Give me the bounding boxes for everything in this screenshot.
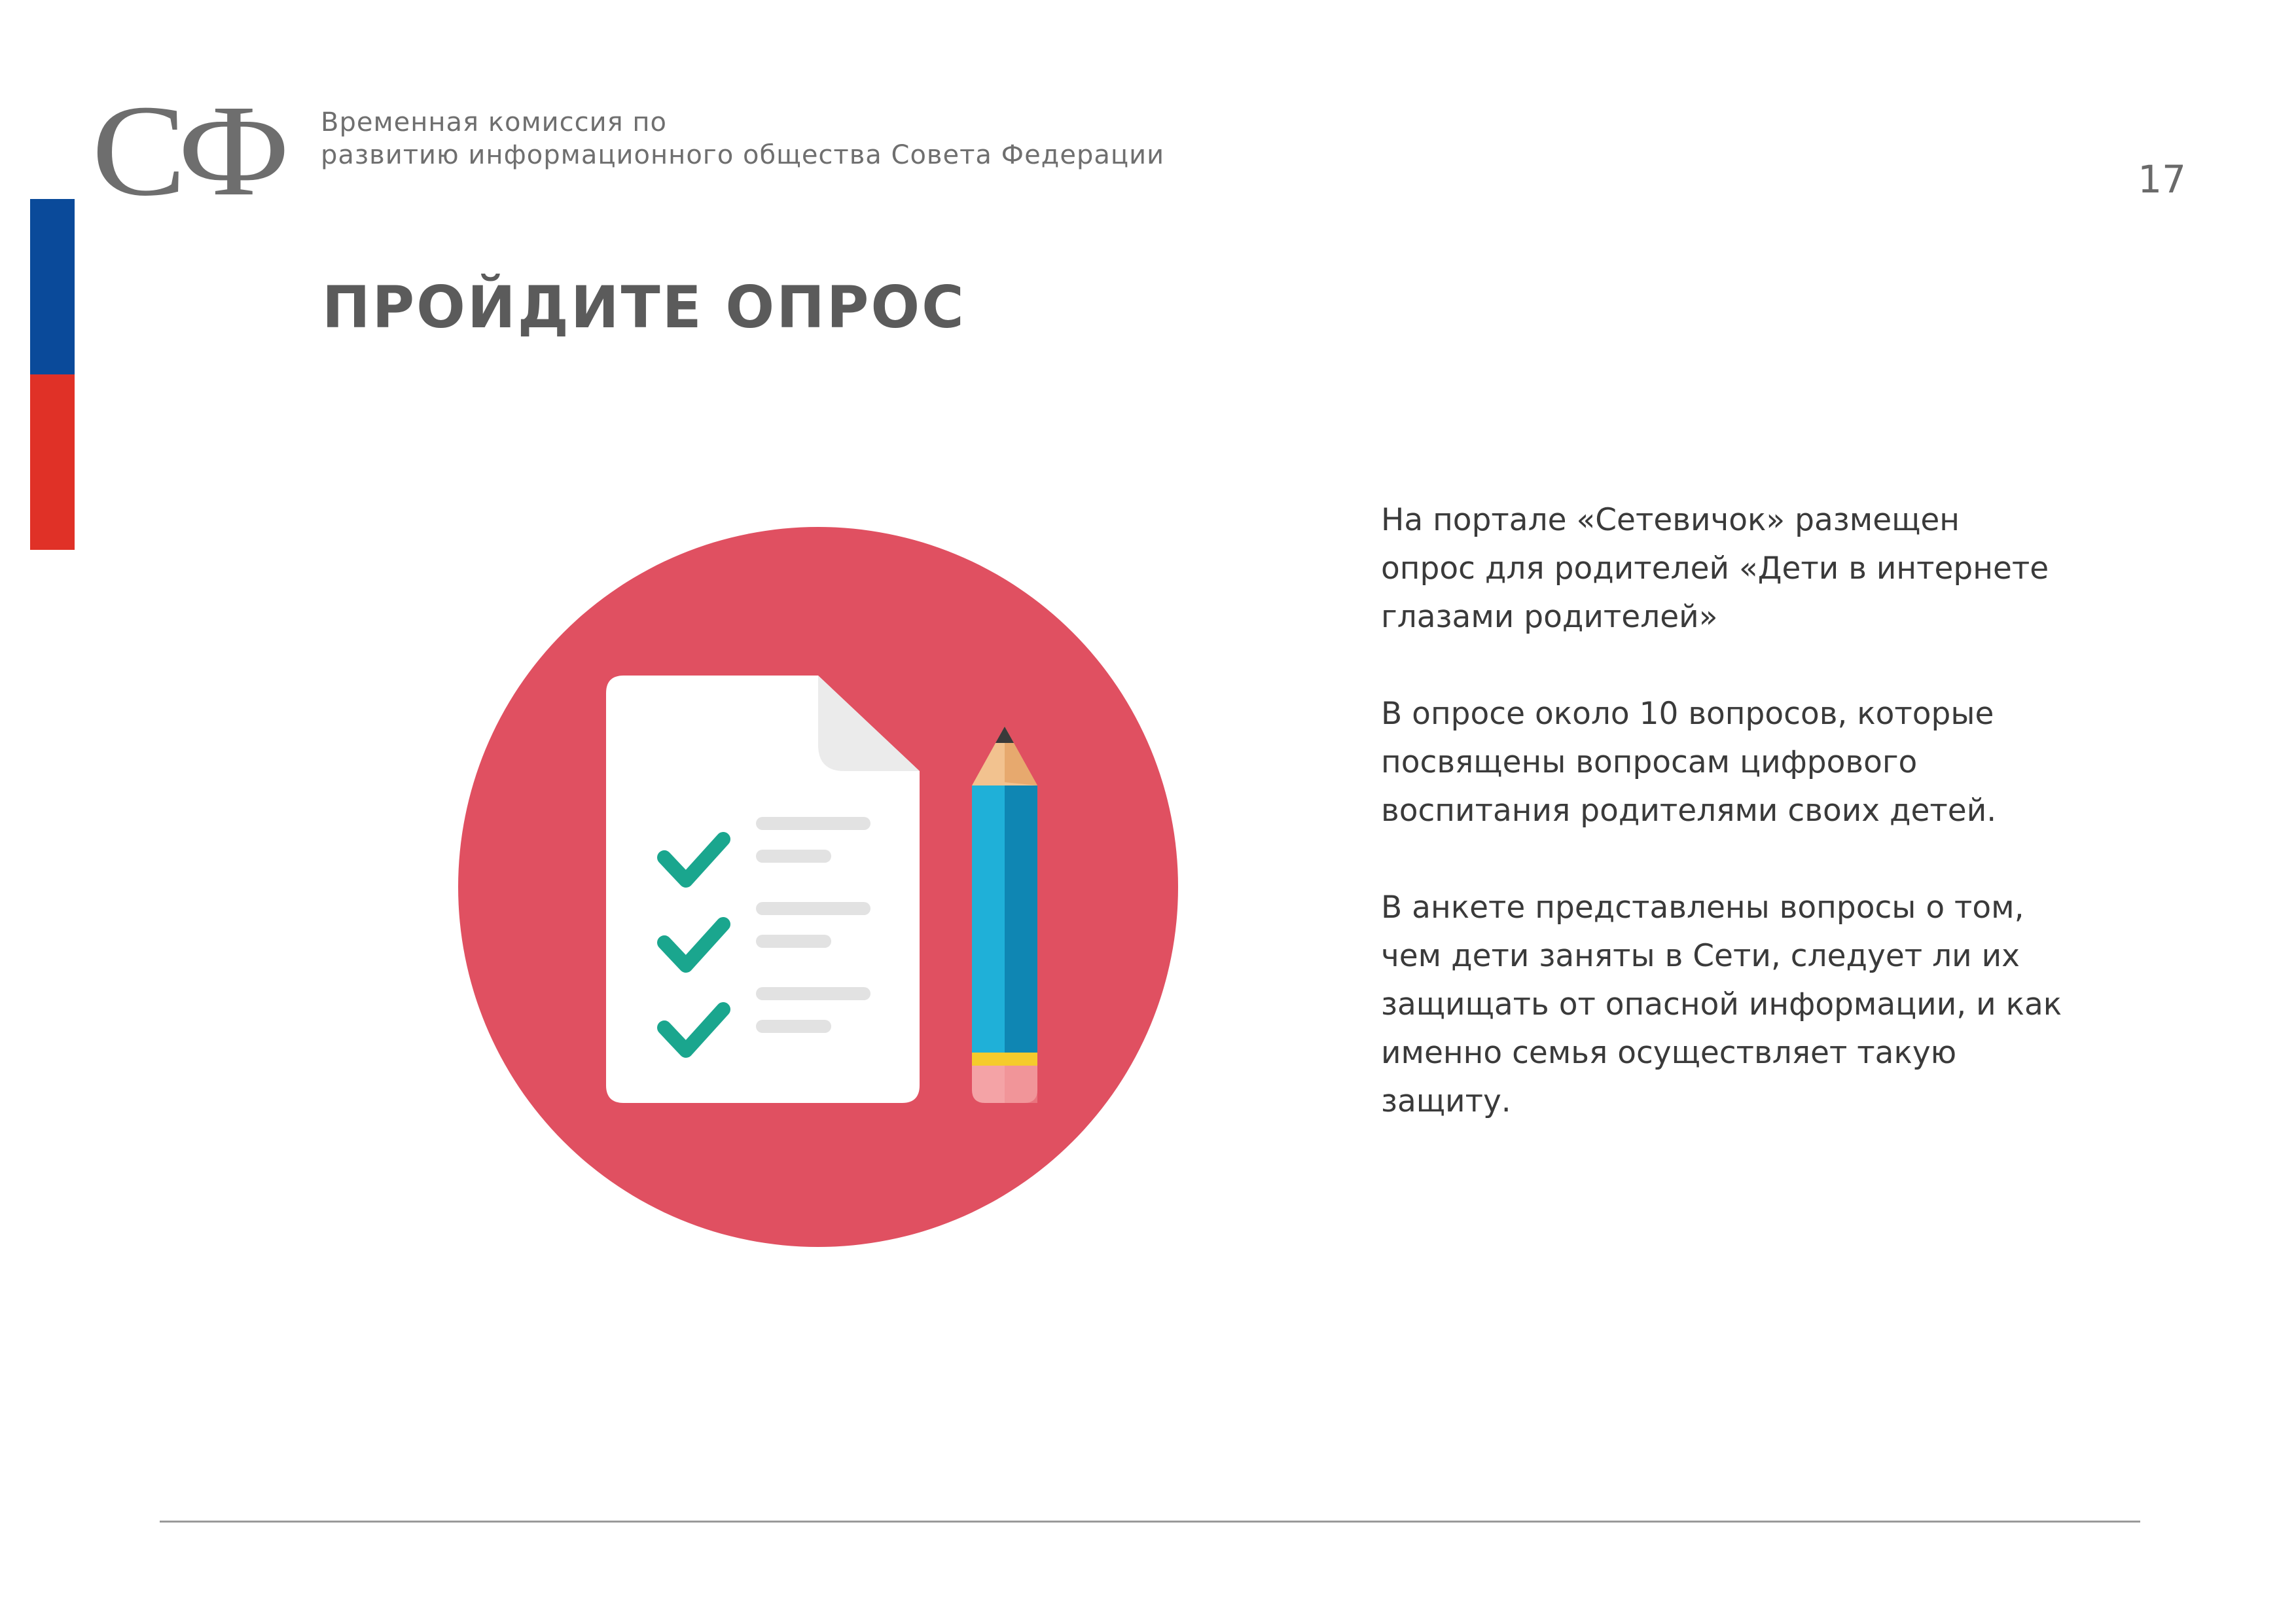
paragraph-portal: На портале «Сетевичок» размещен опрос для родителей «Дети в интернете глазами родителей»: [1381, 502, 2049, 635]
pencil-icon: [972, 727, 1037, 1103]
flag-stripe-red: [30, 374, 75, 550]
logo-text: СФ: [92, 82, 285, 213]
federation-council-logo: [89, 82, 285, 213]
survey-checklist-with-pencil-icon: [455, 524, 1181, 1250]
paper-sheet: [606, 676, 920, 1103]
paragraph-topics: В анкете представлены вопросы о том, чем дети заняты в Сети, следует ли их защищать от опасной информации, и как именно семья осуществляет такую защиту.: [1381, 890, 2062, 1119]
page-title: ПРОЙДИТЕ ОПРОС: [322, 274, 966, 341]
organization-name: [321, 106, 1237, 171]
footer-divider: [160, 1521, 2140, 1523]
flag-stripe-blue: [30, 199, 75, 374]
organization-name-line-2: развитию информационного общества Совета Федерации: [321, 140, 1165, 170]
paragraph-questions: В опросе около 10 вопросов, которые посвящены вопросам цифрового воспитания родителями своих детей.: [1381, 696, 1997, 829]
page-number: 17: [2138, 157, 2186, 202]
organization-name-line-1: Временная комиссия по: [321, 107, 668, 137]
description-text: [1381, 496, 2127, 1174]
